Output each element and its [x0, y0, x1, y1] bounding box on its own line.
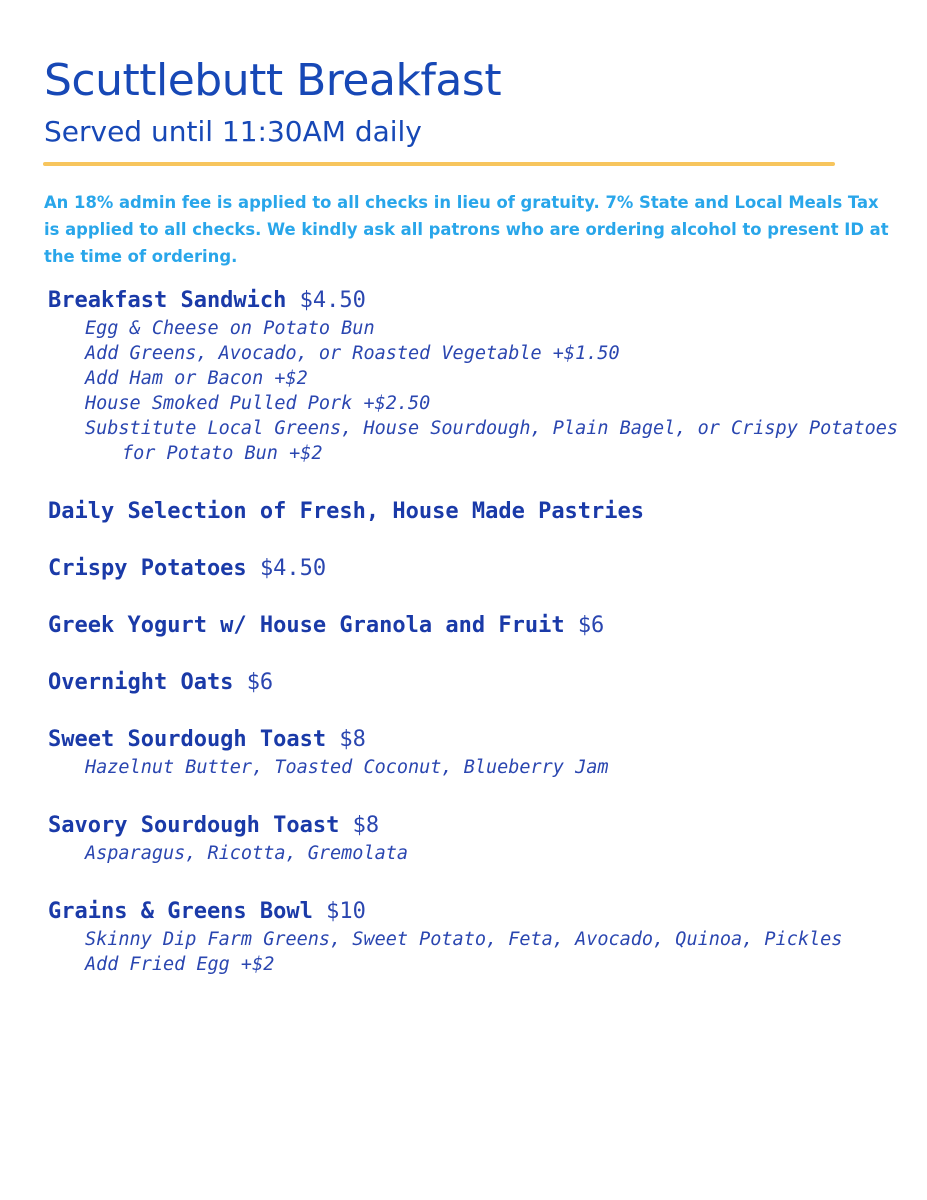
menu-item-price: $8 — [339, 727, 366, 752]
menu-item-name: Daily Selection of Fresh, House Made Pastries — [48, 499, 645, 524]
menu-item-heading — [48, 725, 918, 755]
menu-item-price: $6 — [246, 670, 274, 695]
menu-item-price: $4.50 — [259, 556, 327, 581]
menu-item-price: $10 — [326, 899, 366, 924]
menu-item-detail: Add Ham or Bacon +$2 — [85, 368, 308, 389]
menu-item-name: Sweet Sourdough Toast — [48, 727, 327, 752]
menu-item-detail: House Smoked Pulled Pork +$2.50 — [85, 393, 431, 414]
menu-item-detail: Skinny Dip Farm Greens, Sweet Potato, Feta, Avocado, Quinoa, Pickles — [85, 929, 843, 950]
menu-item-heading — [48, 611, 918, 641]
menu-item-name: Grains & Greens Bowl — [48, 899, 313, 924]
menu-item — [48, 811, 918, 866]
menu-item-price: $8 — [352, 813, 380, 838]
menu-item-name: Greek Yogurt w/ House Granola and Fruit — [48, 613, 565, 638]
menu-item — [48, 497, 918, 527]
menu-item-heading — [48, 554, 918, 584]
menu-item-detail: Asparagus, Ricotta, Gremolata — [85, 843, 409, 864]
menu-item-heading — [48, 897, 918, 927]
menu-item-price: $4.50 — [299, 288, 366, 313]
menu-item — [48, 286, 918, 466]
menu-item-detail: Add Greens, Avocado, or Roasted Vegetable +$1.50 — [85, 343, 620, 364]
header-divider — [43, 162, 835, 166]
menu-item-heading — [48, 668, 918, 698]
menu-item-price: $6 — [577, 613, 605, 638]
menu-item-detail: Substitute Local Greens, House Sourdough, Plain Bagel, or Crispy Potatoes for Potato Bun +$2 — [85, 418, 899, 464]
menu-list — [48, 286, 918, 977]
menu-item-name: Savory Sourdough Toast — [48, 813, 340, 838]
fee-notice: An 18% admin fee is applied to all checks in lieu of gratuity. 7% State and Local Meals Tax is applied to all checks. We kindly ask all patrons who are ordering alcohol to present ID at the time of ordering. — [44, 193, 889, 266]
menu-item-heading — [48, 286, 918, 316]
page-subtitle: Served until 11:30AM daily — [44, 115, 422, 148]
menu-item — [48, 897, 918, 977]
menu-item-name: Overnight Oats — [48, 670, 234, 695]
menu-item-name: Crispy Potatoes — [48, 556, 247, 581]
menu-item — [48, 554, 918, 584]
menu-item-heading — [48, 811, 918, 841]
menu-item-detail: Add Fried Egg +$2 — [85, 954, 275, 975]
menu-item-heading — [48, 497, 918, 527]
menu-item-name: Breakfast Sandwich — [48, 288, 287, 313]
menu-item — [48, 725, 918, 780]
page-title: Scuttlebutt Breakfast — [44, 55, 502, 106]
menu-item-detail: Egg & Cheese on Potato Bun — [85, 318, 375, 339]
menu-item — [48, 611, 918, 641]
menu-item — [48, 668, 918, 698]
menu-item-detail: Hazelnut Butter, Toasted Coconut, Blueberry Jam — [85, 757, 609, 778]
